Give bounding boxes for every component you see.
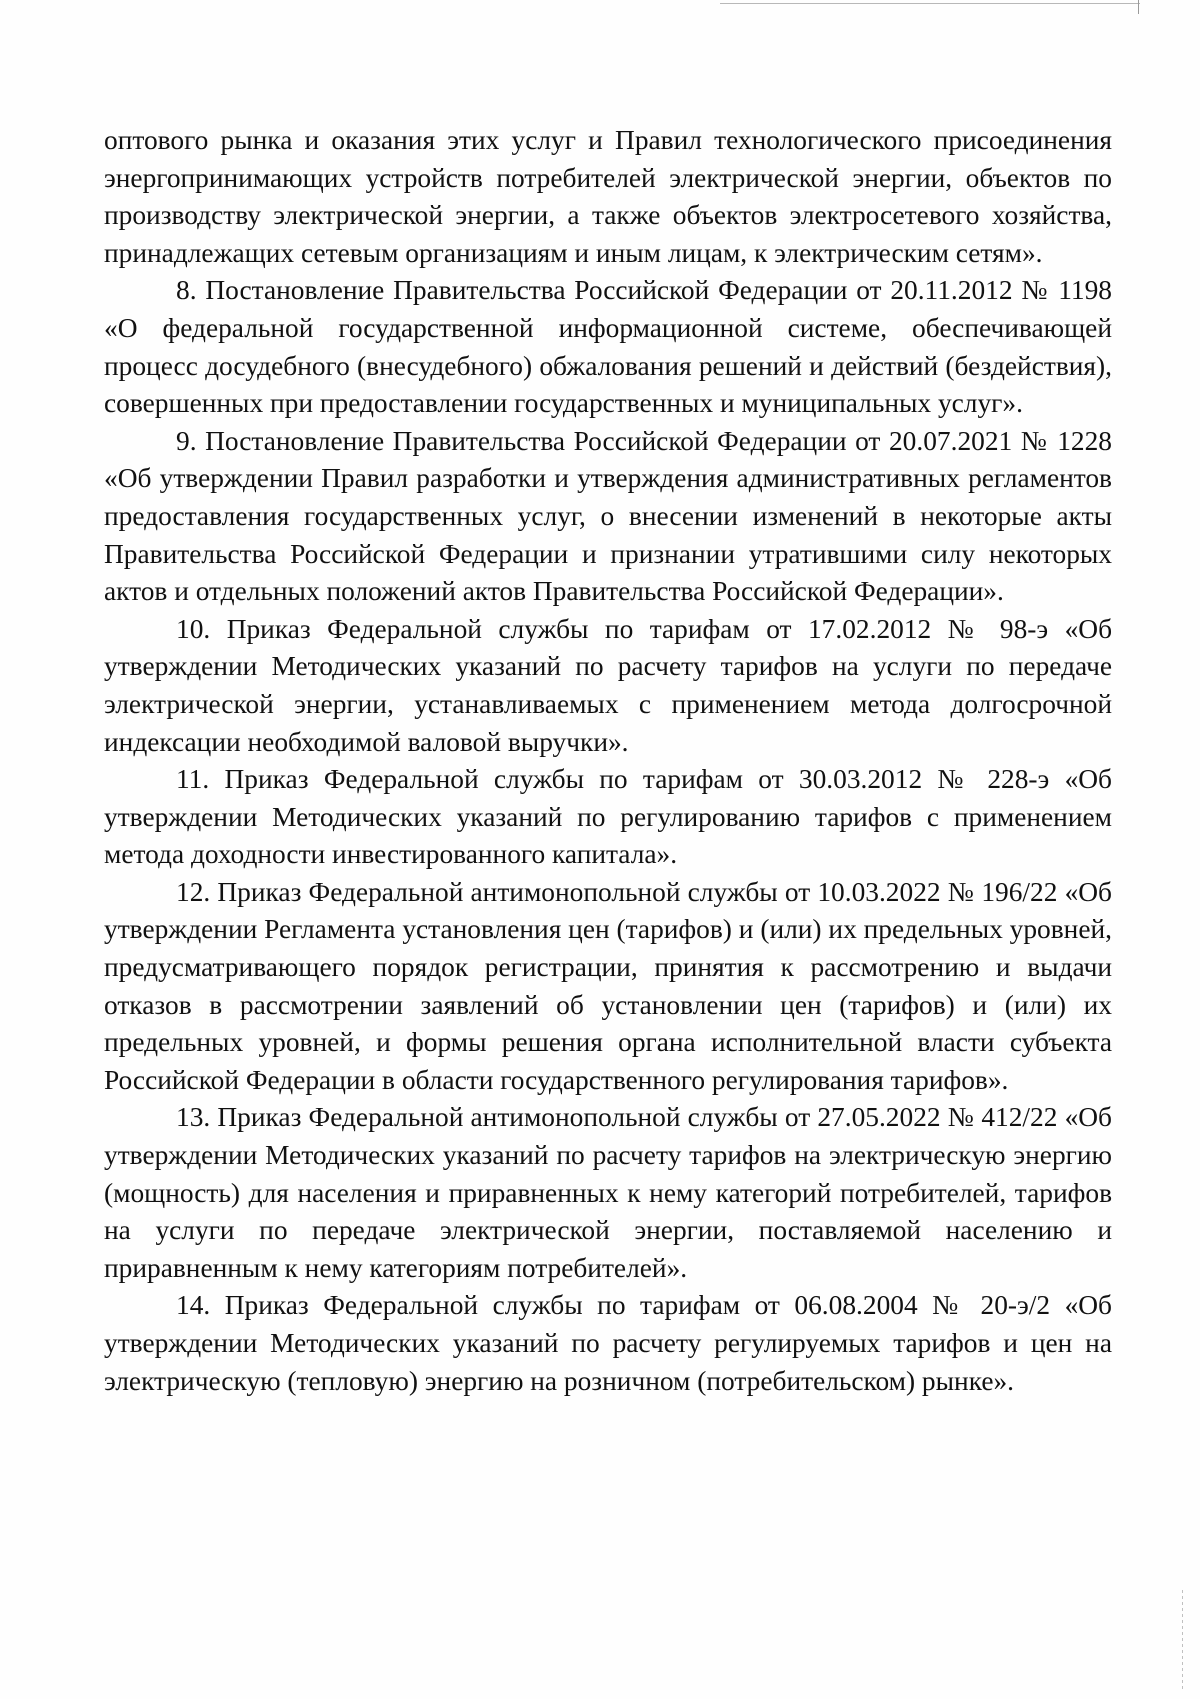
list-item-12: 12. Приказ Федеральной антимонопольной службы от 10.03.2022 № 196/22 «Об утверждении Регламента установления цен (тарифов) и (или) их предельных уровней, предусматривающего порядок регистрации, принятия к рассмотрению и выдачи отказов в рассмотрении заявлений об установлении цен (тарифов) и (или) их предельных уровней, и формы решения органа исполнительной власти субъекта Российской Федерации в области государственного регулирования тарифов». (104, 876, 1112, 1095)
list-item-9: 9. Постановление Правительства Российской Федерации от 20.07.2021 № 1228 «Об утверждении Правил разработки и утверждения административных регламентов предоставления государственных услуг, о внесении изменений в некоторые акты Правительства Российской Федерации и признании утратившими силу некоторых актов и отдельных положений актов Правительства Российской Федерации». (104, 425, 1112, 607)
scan-border-tick (1138, 0, 1139, 14)
document-body (104, 122, 1112, 1400)
scan-border-line (720, 3, 1140, 4)
list-item-14: 14. Приказ Федеральной службы по тарифам от 06.08.2004 № 20-э/2 «Об утверждении Методических указаний по расчету регулируемых тарифов и цен на электрическую (тепловую) энергию на розничном (потребительском) рынке». (104, 1290, 1112, 1396)
list-item-13: 13. Приказ Федеральной антимонопольной службы от 27.05.2022 № 412/22 «Об утверждении Методических указаний по расчету тарифов на электрическую энергию (мощность) для населения и приравненных к нему категорий потребителей, тарифов на услуги по передаче электрической энергии, поставляемой населению и приравненным к нему категориям потребителей». (104, 1102, 1112, 1283)
list-item-11: 11. Приказ Федеральной службы по тарифам от 30.03.2012 № 228-э «Об утверждении Методических указаний по регулированию тарифов с применением метода доходности инвестированного капитала». (104, 764, 1112, 870)
paragraph-continuation: оптового рынка и оказания этих услуг и Правил технологического присоединения энергопринимающих устройств потребителей электрической энергии, объектов по производству электрической энергии, а также объектов электросетевого хозяйства, принадлежащих сетевым организациям и иным лицам, к электрическим сетям». (104, 125, 1112, 268)
list-item-10: 10. Приказ Федеральной службы по тарифам от 17.02.2012 № 98-э «Об утверждении Методических указаний по расчету тарифов на услуги по передаче электрической энергии, устанавливаемых с применением метода долгосрочной индексации необходимой валовой выручки». (104, 613, 1112, 757)
list-item-8: 8. Постановление Правительства Российской Федерации от 20.11.2012 № 1198 «О федеральной государственной информационной системе, обеспечивающей процесс досудебного (внесудебного) обжалования решений и действий (бездействия), совершенных при предоставлении государственных и муниципальных услуг». (104, 275, 1112, 419)
scan-edge-mark (1182, 1590, 1183, 1690)
